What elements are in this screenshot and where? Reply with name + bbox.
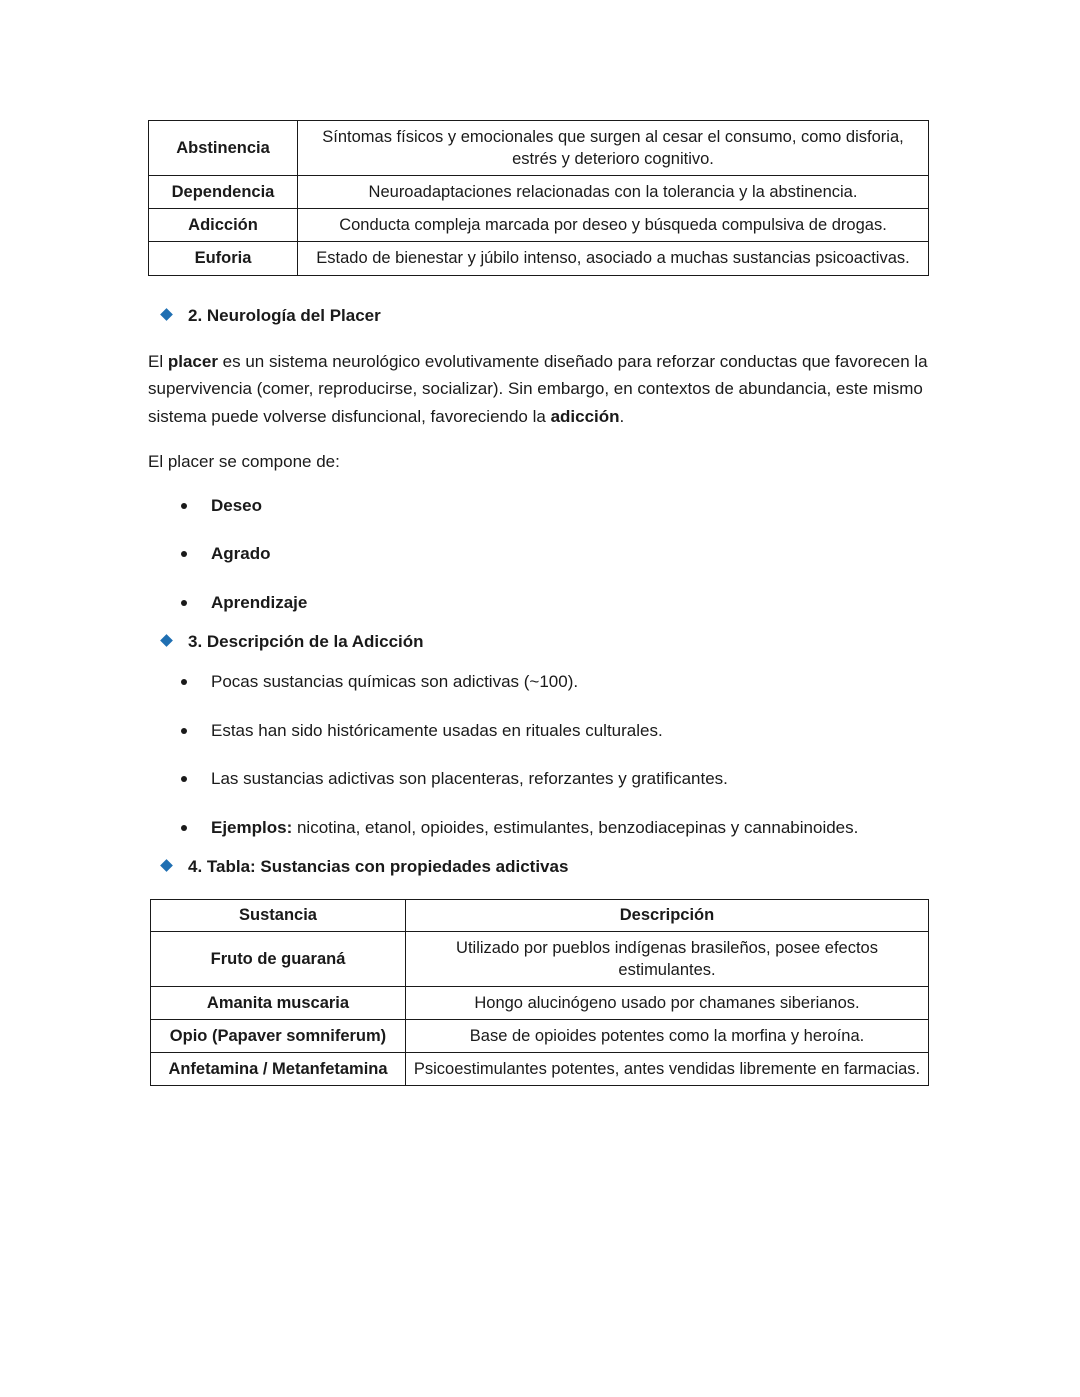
list-item — [148, 765, 930, 793]
term-cell: Abstinencia — [149, 121, 298, 176]
document-content — [148, 120, 930, 1086]
terms-table — [148, 120, 929, 276]
section-heading-3-label: 3. Descripción de la Adicción — [188, 632, 424, 652]
column-header-description: Descripción — [406, 900, 929, 931]
description-cell: Hongo alucinógeno usado por chamanes siberianos. — [406, 986, 929, 1019]
table-row — [151, 1052, 929, 1085]
table-row — [151, 931, 929, 986]
list-item-bold-label: Ejemplos: — [211, 817, 293, 837]
list-item — [148, 540, 930, 568]
list-item-label: Estas han sido históricamente usadas en rituales culturales. — [211, 720, 663, 740]
bullet-dot-icon — [181, 728, 187, 734]
table-row — [151, 1019, 929, 1052]
list-item — [148, 717, 930, 745]
definition-cell: Conducta compleja marcada por deseo y búsqueda compulsiva de drogas. — [298, 209, 929, 242]
section-2-paragraph-1 — [148, 348, 930, 431]
substance-cell: Opio (Papaver somniferum) — [151, 1019, 406, 1052]
list-item-label: nicotina, etanol, opioides, estimulantes, benzodiacepinas y cannabinoides. — [292, 817, 859, 837]
bullet-dot-icon — [181, 600, 187, 606]
section-2-paragraph-2: El placer se compone de: — [148, 452, 340, 472]
definition-cell: Estado de bienestar y júbilo intenso, asociado a muchas sustancias psicoactivas. — [298, 242, 929, 275]
bullet-dot-icon — [181, 551, 187, 557]
pleasure-components-list — [148, 492, 930, 617]
definition-cell: Síntomas físicos y emocionales que surgen al cesar el consumo, como disforia, estrés y deterioro cognitivo. — [298, 121, 929, 176]
paragraph-bold-placer: placer — [167, 351, 218, 371]
substance-cell: Amanita muscaria — [151, 986, 406, 1019]
term-cell: Euforia — [149, 242, 298, 275]
description-cell: Utilizado por pueblos indígenas brasileños, posee efectos estimulantes. — [406, 931, 929, 986]
diamond-bullet-icon — [160, 308, 173, 321]
list-spacer — [148, 793, 930, 814]
list-item — [148, 492, 930, 520]
table-row — [151, 986, 929, 1019]
bullet-dot-icon — [181, 679, 187, 685]
list-spacer — [148, 696, 930, 717]
description-cell: Psicoestimulantes potentes, antes vendidas libremente en farmacias. — [406, 1052, 929, 1085]
list-item — [148, 589, 930, 617]
bullet-dot-icon — [181, 825, 187, 831]
table-row — [149, 242, 929, 275]
paragraph-bold-adiccion: adicción — [550, 406, 620, 426]
column-header-substance: Sustancia — [151, 900, 406, 931]
bullet-dot-icon — [181, 503, 187, 509]
definition-cell: Neuroadaptaciones relacionadas con la tolerancia y la abstinencia. — [298, 176, 929, 209]
substances-table — [150, 899, 929, 1086]
section-heading-4-label: 4. Tabla: Sustancias con propiedades adictivas — [188, 857, 569, 877]
substance-cell: Anfetamina / Metanfetamina — [151, 1052, 406, 1085]
list-item-label: Deseo — [211, 495, 263, 515]
diamond-bullet-icon — [160, 634, 173, 647]
bullet-dot-icon — [181, 776, 187, 782]
paragraph-part-2: es un sistema neurológico evolutivamente diseñado para reforzar conductas que favorecen la supervivencia (comer, reproducirse, socializar). Sin embargo, en contextos de abundancia, este mismo sistema puede volverse disfuncional, favoreciendo la — [148, 351, 928, 426]
table-header-row — [151, 900, 929, 931]
section-heading-4 — [148, 857, 930, 877]
diamond-bullet-icon — [160, 860, 173, 873]
list-spacer — [148, 519, 930, 540]
list-spacer — [148, 568, 930, 589]
list-item-label: Agrado — [211, 544, 271, 564]
paragraph-part-3: . — [619, 406, 625, 426]
table-row — [149, 121, 929, 176]
list-item-label: Aprendizaje — [211, 592, 308, 612]
substance-cell: Fruto de guaraná — [151, 931, 406, 986]
list-item — [148, 814, 930, 842]
table-row — [149, 209, 929, 242]
term-cell: Dependencia — [149, 176, 298, 209]
description-cell: Base de opioides potentes como la morfina y heroína. — [406, 1019, 929, 1052]
section-heading-3 — [148, 632, 930, 652]
list-item-label: Las sustancias adictivas son placenteras, reforzantes y gratificantes. — [211, 769, 728, 789]
section-heading-2-label: 2. Neurología del Placer — [188, 305, 381, 325]
term-cell: Adicción — [149, 209, 298, 242]
addiction-description-list — [148, 668, 930, 841]
section-heading-2 — [148, 306, 930, 326]
list-spacer — [148, 744, 930, 765]
table-row — [149, 176, 929, 209]
list-item-label: Pocas sustancias químicas son adictivas (~100). — [211, 672, 579, 692]
list-item — [148, 668, 930, 696]
paragraph-part-1: El — [148, 351, 168, 371]
